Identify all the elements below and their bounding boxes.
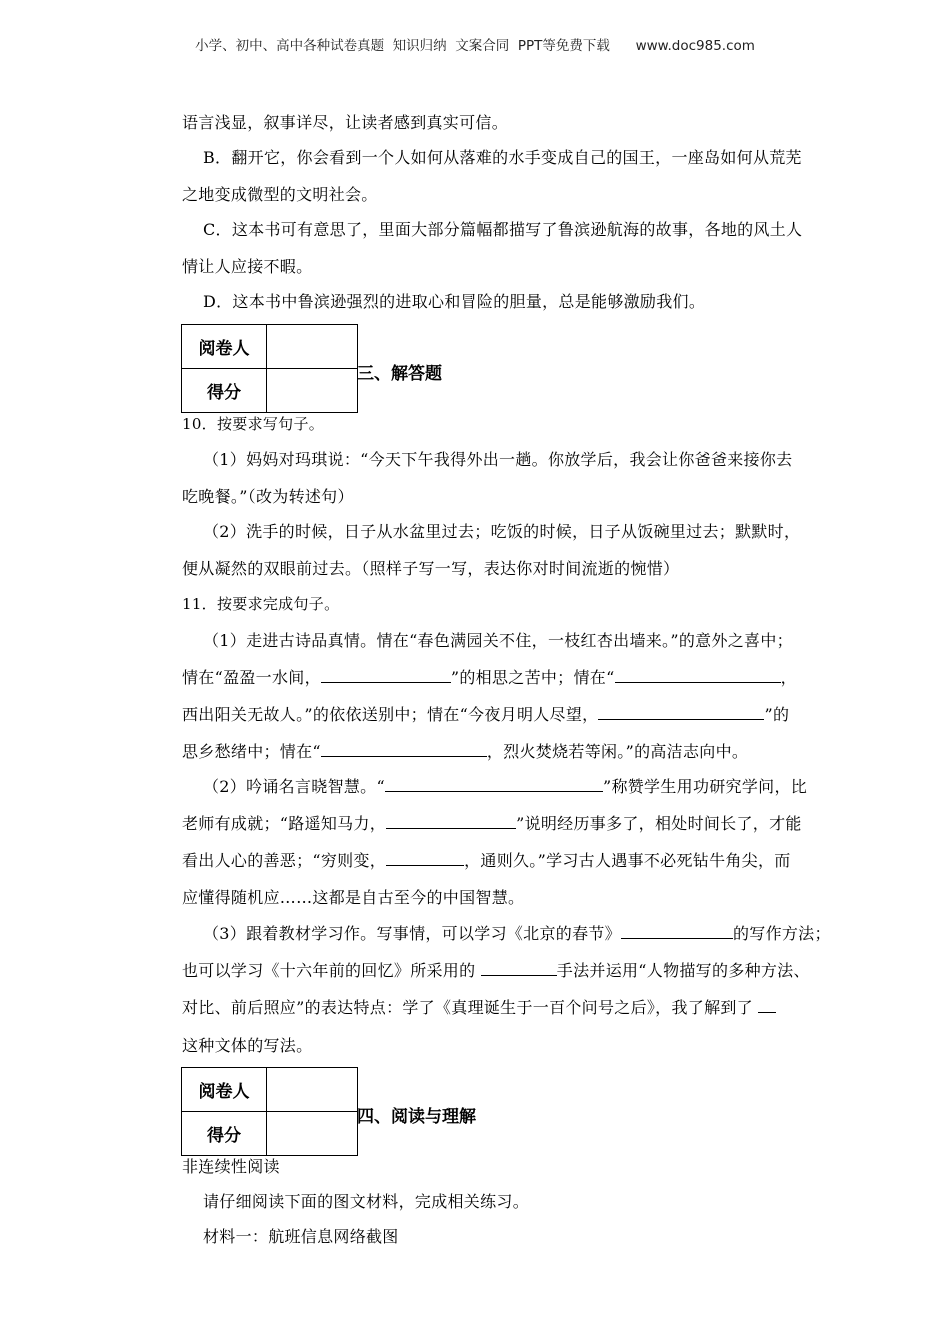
reading-instruction: 请仔细阅读下面的图文材料，完成相关练习。 xyxy=(203,1192,530,1211)
text-segment: 手法并运用“人物描写的多种方法、 xyxy=(556,961,810,980)
text-segment: 西出阳关无故人。”的依依送别中；情在“今夜月明人尽望， xyxy=(182,705,599,724)
answer-blank[interactable] xyxy=(321,668,451,683)
q11-part3-line4: 这种文体的写法。 xyxy=(182,1036,313,1055)
q11-stem: 11．按要求完成句子。 xyxy=(182,595,340,613)
q11-part1-line4 xyxy=(182,742,748,762)
text-segment: 老师有成就；“路遥知马力， xyxy=(182,814,387,833)
q11-part3-line3 xyxy=(182,998,776,1018)
score-box-section4 xyxy=(181,1067,358,1156)
text-segment: ”称赞学生用功研究学问，比 xyxy=(602,777,808,796)
q10-part2-line1: （2）洗手的时候，日子从水盆里过去；吃饭的时候，日子从饭碗里过去；默默时， xyxy=(203,522,801,541)
reading-material1: 材料一：航班信息网络截图 xyxy=(203,1227,399,1246)
text-segment: ，烈火焚烧若等闲。”的高洁志向中。 xyxy=(486,742,749,761)
grader-label: 阅卷人 xyxy=(182,1068,267,1112)
q9-option-b-line2: 之地变成微型的文明社会。 xyxy=(182,185,378,204)
q9-option-a-cont: 语言浅显，叙事详尽，让读者感到真实可信。 xyxy=(182,113,509,132)
q11-part1-line3 xyxy=(182,705,789,725)
text-segment: ”说明经历事多了，相处时间长了，才能 xyxy=(516,814,802,833)
answer-blank[interactable] xyxy=(321,742,487,757)
q11-part3-line2 xyxy=(182,961,810,981)
q10-part2-line2: 便从凝然的双眼前过去。（照样子写一写，表达你对时间流逝的惋惜） xyxy=(182,559,680,578)
q11-part3-line1 xyxy=(203,924,831,944)
q11-part2-line3 xyxy=(182,851,791,871)
grader-blank[interactable] xyxy=(267,325,358,369)
section3-title: 三、解答题 xyxy=(357,364,442,384)
q9-option-c-line1: C．这本书可有意思了，里面大部分篇幅都描写了鲁滨逊航海的故事，各地的风土人 xyxy=(203,220,803,239)
text-segment: ”的 xyxy=(764,705,790,724)
page-header: 小学、初中、高中各种试卷真题 知识归纳 文案合同 PPT等免费下载 www.doc985.com xyxy=(195,38,755,54)
answer-blank[interactable] xyxy=(481,961,557,976)
text-segment: 情在“盈盈一水间， xyxy=(182,668,321,687)
answer-blank[interactable] xyxy=(386,814,516,829)
q9-option-d: D．这本书中鲁滨逊强烈的进取心和冒险的胆量，总是能够激励我们。 xyxy=(203,292,706,311)
q11-part2-line4: 应懂得随机应……这都是自古至今的中国智慧。 xyxy=(182,888,525,907)
reading-type: 非连续性阅读 xyxy=(182,1157,280,1176)
text-segment: ，通则久。”学习古人遇事不必死钻牛角尖，而 xyxy=(464,851,791,870)
text-segment: 对比、前后照应”的表达特点：学了《真理诞生于一百个问号之后》，我了解到了 xyxy=(182,998,759,1017)
text-segment: （2）吟诵名言晓智慧。“ xyxy=(203,777,385,796)
q11-part2-line1 xyxy=(203,777,807,797)
answer-blank[interactable] xyxy=(758,998,776,1013)
q11-part2-line2 xyxy=(182,814,802,834)
q10-part1-line1: （1）妈妈对玛琪说：“今天下午我得外出一趟。你放学后，我会让你爸爸来接你去 xyxy=(203,450,793,469)
grader-blank[interactable] xyxy=(267,1068,358,1112)
text-segment: ”的相思之苦中；情在“ xyxy=(450,668,615,687)
text-segment: 看出人心的善恶；“穷则变， xyxy=(182,851,387,870)
grader-label: 阅卷人 xyxy=(182,325,267,369)
section4-title: 四、阅读与理解 xyxy=(357,1107,476,1127)
score-label: 得分 xyxy=(182,1112,267,1156)
q9-option-b-line1: B．翻开它，你会看到一个人如何从落难的水手变成自己的国王，一座岛如何从荒芜 xyxy=(203,148,802,167)
text-segment: （3）跟着教材学习作。写事情，可以学习《北京的春节》 xyxy=(203,924,621,943)
text-segment: ， xyxy=(780,668,797,687)
answer-blank[interactable] xyxy=(598,705,764,720)
q10-stem: 10．按要求写句子。 xyxy=(182,415,325,433)
q10-part1-line2: 吃晚餐。”（改为转述句） xyxy=(182,487,354,506)
text-segment: 也可以学习《十六年前的回忆》所采用的 xyxy=(182,961,481,980)
score-blank[interactable] xyxy=(267,369,358,413)
score-label: 得分 xyxy=(182,369,267,413)
answer-blank[interactable] xyxy=(621,924,733,939)
q11-part1-line2 xyxy=(182,668,797,688)
answer-blank[interactable] xyxy=(615,668,781,683)
q9-option-c-line2: 情让人应接不暇。 xyxy=(182,257,313,276)
score-blank[interactable] xyxy=(267,1112,358,1156)
score-box-section3 xyxy=(181,324,358,413)
text-segment: 思乡愁绪中；情在“ xyxy=(182,742,321,761)
answer-blank[interactable] xyxy=(385,777,603,792)
answer-blank[interactable] xyxy=(386,851,464,866)
text-segment: 的写作方法； xyxy=(732,924,831,943)
q11-part1-line1: （1）走进古诗品真情。情在“春色满园关不住，一枝红杏出墙来。”的意外之喜中； xyxy=(203,631,793,650)
